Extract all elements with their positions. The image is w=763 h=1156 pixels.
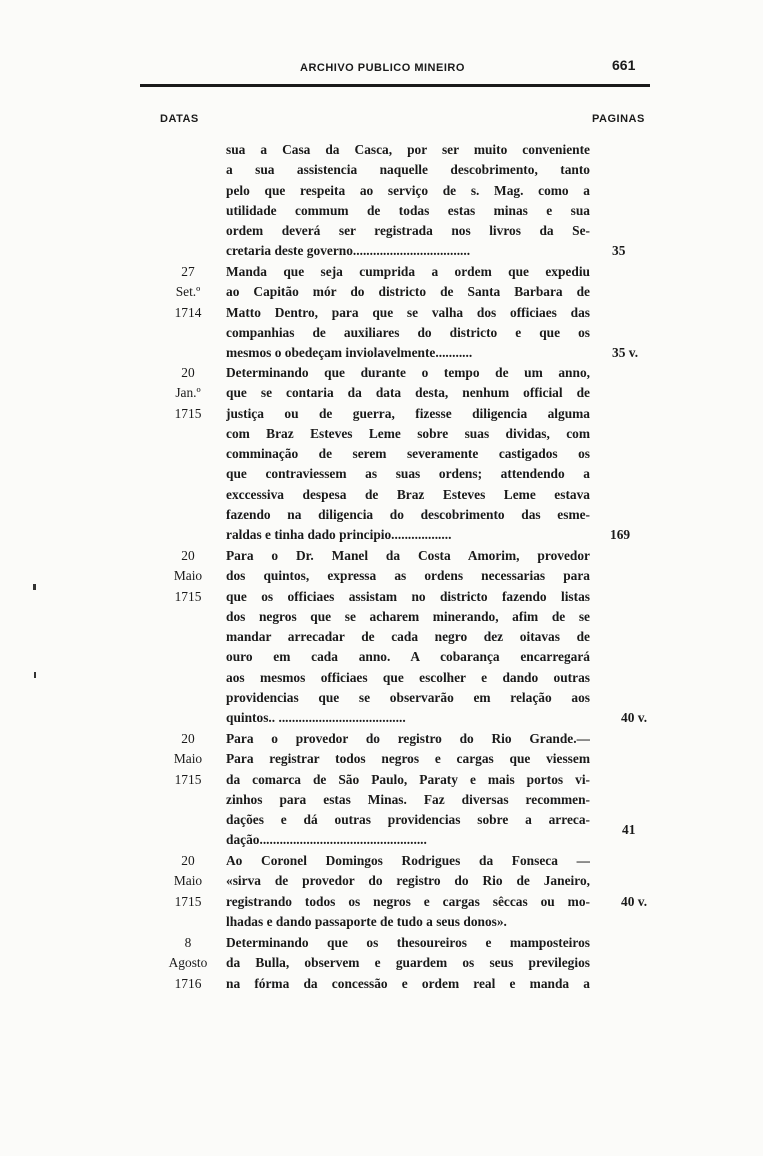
text-line: que os officiaes assistam no districto fazendo listas	[226, 588, 590, 604]
entry-text	[226, 933, 590, 994]
date-year: 1715	[174, 588, 202, 604]
text-line: aos mesmos officiaes que escolher e dando outras	[226, 669, 590, 685]
page-reference: 169	[610, 527, 631, 542]
text-line: ao Capitão mór do districto de Santa Barbara de	[226, 284, 590, 300]
text-line: que contraviessem as suas ordens; attendendo a	[226, 466, 590, 482]
page-reference: 41	[622, 822, 636, 837]
date-month: Jan.º	[175, 385, 201, 401]
text-line: comminação de serem severamente castigados os	[226, 446, 590, 462]
text-line: cretaria deste governo...................................	[226, 243, 471, 259]
margin-mark	[33, 584, 36, 590]
text-line: Determinando que os thesoureiros e mamposteiros	[226, 935, 590, 950]
entry-date	[160, 933, 216, 994]
page-reference: 40 v.	[621, 894, 648, 909]
text-line: pelo que respeita ao serviço de s. Mag. como a	[226, 182, 590, 198]
text-line: ouro em cada anno. A cobarança encarregará	[226, 649, 590, 665]
entry-date	[160, 729, 216, 790]
text-line: Para o provedor do registro do Rio Grande.—	[226, 731, 590, 746]
margin-mark	[34, 672, 36, 678]
text-line: Determinando que durante o tempo de um anno,	[226, 365, 590, 380]
date-day: 27	[181, 264, 195, 279]
date-month: Agosto	[168, 955, 208, 971]
date-month: Set.º	[175, 284, 201, 300]
page-reference: 40 v.	[621, 710, 648, 725]
text-line: zinhos para estas Minas. Faz diversas recommen-	[226, 791, 590, 807]
column-heading-datas: DATAS	[160, 113, 199, 125]
text-line: dos negros que se acharem minerando, afim de se	[226, 608, 590, 624]
date-day: 20	[181, 365, 195, 380]
date-year: 1715	[174, 405, 202, 421]
date-day: 8	[184, 935, 192, 950]
entry-text	[226, 262, 590, 363]
text-line: utilidade commum de todas estas minas e sua	[226, 202, 590, 218]
text-line: ordem deverá ser registrada nos livros da Se-	[226, 223, 590, 239]
text-line: Para registrar todos negros e cargas que viessem	[226, 751, 590, 767]
entry-date	[160, 363, 216, 424]
text-line: Manda que seja cumprida a ordem que expediu	[226, 264, 590, 279]
text-line: dações e dá outras providencias sobre a arreca-	[226, 812, 590, 828]
entry-text	[226, 851, 590, 932]
date-month: Maio	[173, 751, 203, 767]
date-year: 1714	[174, 304, 202, 320]
text-line: sua a Casa da Casca, por ser muito conveniente	[226, 142, 590, 157]
running-title: ARCHIVO PUBLICO MINEIRO	[300, 62, 465, 74]
date-month: Maio	[173, 873, 203, 889]
text-line: fazendo na diligencia do descobrimento das esme-	[226, 507, 590, 523]
text-line: mesmos o obedeçam inviolavelmente...........	[226, 345, 473, 361]
text-line: Ao Coronel Domingos Rodrigues da Fonseca —	[226, 853, 590, 868]
text-line: justiça ou de guerra, fizesse diligencia alguma	[226, 405, 590, 421]
text-line: da comarca de São Paulo, Paraty e mais portos vi-	[226, 771, 590, 787]
entry-text	[226, 546, 590, 729]
page-number: 661	[612, 57, 636, 73]
entry-date	[160, 262, 216, 323]
entry-text	[226, 140, 590, 262]
text-line: Para o Dr. Manel da Costa Amorim, provedor	[226, 548, 590, 563]
text-line: registrando todos os negros e cargas sêccas ou mo-	[226, 893, 590, 909]
text-line: raldas e tinha dado principio..................	[226, 527, 452, 543]
date-year: 1715	[174, 893, 202, 909]
text-line: companhias de auxiliares do districto e que os	[226, 324, 590, 340]
text-line: com Braz Esteves Leme sobre suas dividas, com	[226, 425, 590, 441]
text-line: a sua assistencia naquelle descobrimento, tanto	[226, 162, 590, 178]
text-line: dação..................................................	[226, 832, 427, 848]
text-line: exccessiva despesa de Braz Esteves Leme estava	[226, 486, 590, 502]
text-line: Matto Dentro, para que se valha dos officiaes das	[226, 304, 590, 320]
text-line: mandar arrecadar de cada negro dez oitavas de	[226, 629, 590, 645]
text-line: providencias que se observarão em relação aos	[226, 690, 590, 706]
column-heading-paginas: PAGINAS	[592, 113, 645, 125]
date-year: 1715	[174, 771, 202, 787]
entry-date	[160, 546, 216, 607]
entry-text	[226, 729, 590, 851]
text-line: da Bulla, observem e guardem os seus previlegios	[226, 955, 590, 971]
entry-text	[226, 363, 590, 546]
date-month: Maio	[173, 568, 203, 584]
entry-date	[160, 851, 216, 912]
date-day: 20	[181, 548, 195, 563]
text-line: quintos.. ......................................	[226, 710, 406, 726]
text-line: que se contaria da data desta, nenhum official de	[226, 385, 590, 401]
text-line: na fórma da concessão e ordem real e manda a	[226, 975, 590, 991]
header-rule	[140, 84, 650, 87]
date-year: 1716	[174, 975, 202, 991]
text-line: lhadas e dando passaporte de tudo a seus donos».	[226, 913, 507, 929]
text-line: «sirva de provedor do registro do Rio de Janeiro,	[226, 873, 590, 889]
date-day: 20	[181, 853, 195, 868]
text-line: dos quintos, expressa as ordens necessarias para	[226, 568, 590, 584]
page-reference: 35	[612, 243, 626, 258]
page-reference: 35 v.	[612, 345, 639, 360]
date-day: 20	[181, 731, 195, 746]
